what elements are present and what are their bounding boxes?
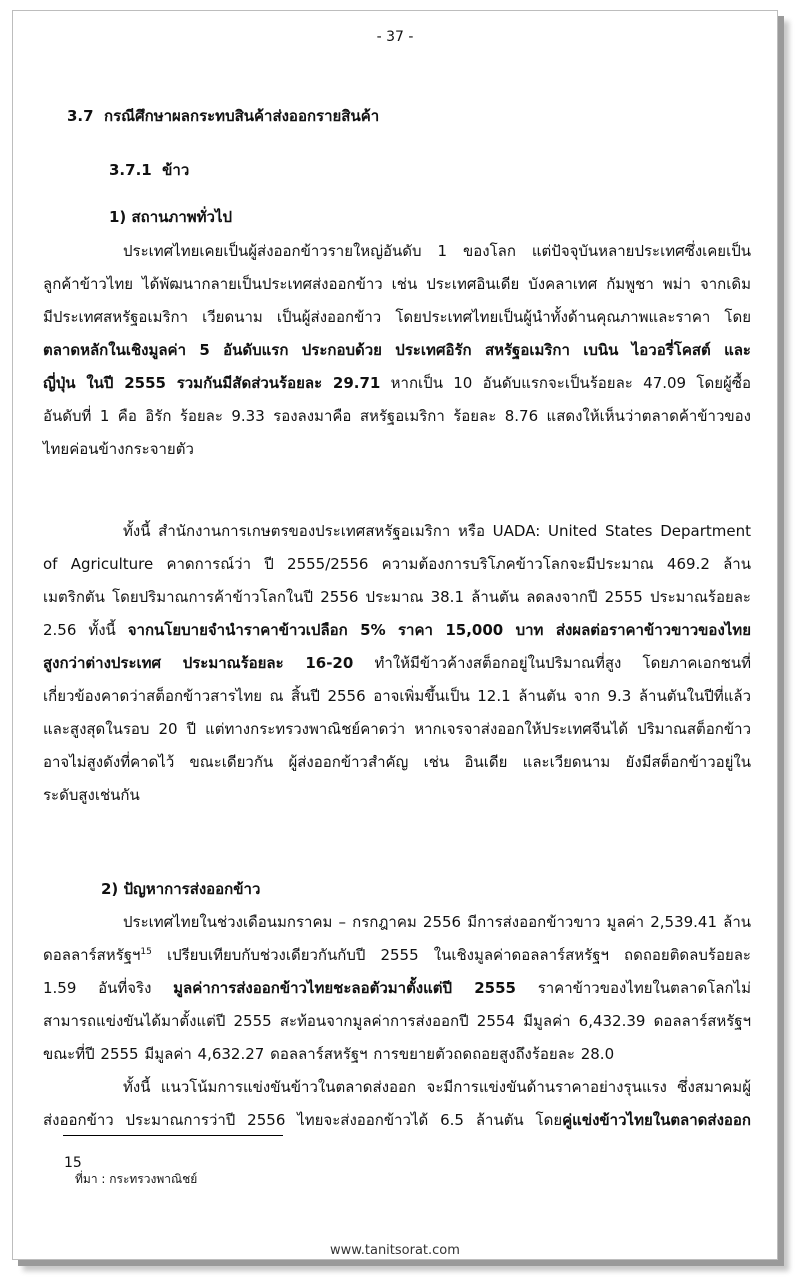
text-line: ระดับสูงเช่นกัน: [43, 786, 140, 804]
text-line: ทั้งนี้ สำนักงานการเกษตรของประเทศสหรัฐอเมริกา หรือ UADA: United States Department: [123, 522, 751, 540]
text-line: อาจไม่สูงดังที่คาดไว้ ขณะเดียวกัน ผู้ส่งออกข้าวสำคัญ เช่น อินเดีย และเวียดนาม ยังมีสต็อกข้าวอยู่ใน: [43, 753, 751, 771]
text-line: [43, 972, 751, 1005]
part2-paragraph-1: [43, 906, 751, 1071]
part2-heading: 2) ปัญหาการส่งออกข้าว: [101, 880, 261, 898]
bold-text: จากนโยบายจำนำราคาข้าวเปลือก 5% ราคา 15,000 บาท ส่งผลต่อราคาข้าวขาวของไทย: [127, 621, 751, 639]
part1-heading: 1) สถานภาพทั่วไป: [109, 208, 233, 226]
bold-text: คู่แข่งข้าวไทยในตลาดส่งออก: [562, 1111, 751, 1129]
bold-text: สูงกว่าต่างประเทศ ประมาณร้อยละ 16-20: [43, 654, 354, 672]
text-line: อันดับที่ 1 คือ อิรัก ร้อยละ 9.33 รองลงมาคือ สหรัฐอเมริกา ร้อยละ 8.76 แสดงให้เห็นว่าตลาดค้าข้าวของ: [43, 407, 751, 425]
text-line: เมตริกตัน โดยปริมาณการค้าข้าวโลกในปี 2556 ประมาณ 38.1 ล้านตัน ลดลงจากปี 2555 ประมาณร้อยละ: [43, 588, 751, 606]
part1-paragraph-1: [43, 235, 751, 466]
website-url: www.tanitsorat.com: [330, 1243, 460, 1258]
page-number: - 37 -: [376, 29, 414, 45]
text-line: และสูงสุดในรอบ 20 ปี แต่ทางกระทรวงพาณิชย์คาดว่า หากเจรจาส่งออกให้ประเทศจีนได้ ปริมาณสต็อกข้าว: [43, 720, 751, 738]
text-run: เปรียบเทียบกับช่วงเดียวกันกับปี 2555 ในเชิงมูลค่าดอลลาร์สหรัฐฯ ถดถอยติดลบร้อยละ: [151, 946, 751, 964]
text-line: ประเทศไทยเคยเป็นผู้ส่งออกข้าวรายใหญ่อันดับ 1 ของโลก แต่ปัจจุบันหลายประเทศซึ่งเคยเป็น: [123, 242, 751, 260]
text-line: [43, 614, 751, 647]
text-line: ไทยค่อนข้างกระจายตัว: [43, 440, 194, 458]
text-line: [43, 367, 751, 400]
text-run: 1.59 อันที่จริง: [43, 979, 174, 997]
bold-text: ญี่ปุ่น ในปี 2555 รวมกันมีสัดส่วนร้อยละ 29.71: [43, 374, 381, 392]
text-run: หากเป็น 10 อันดับแรกจะเป็นร้อยละ 47.09 โดยผู้ซื้อ: [380, 374, 751, 392]
subsection-title: ข้าว: [162, 161, 190, 179]
text-line: ประเทศไทยในช่วงเดือนมกราคม – กรกฎาคม 2556 มีการส่งออกข้าวขาว มูลค่า 2,539.41 ล้าน: [123, 913, 751, 931]
section-number: 3.7: [67, 107, 94, 125]
footnote-ref: 15: [140, 947, 152, 957]
part1-paragraph-2: [43, 515, 751, 812]
section-title: กรณีศึกษาผลกระทบสินค้าส่งออกรายสินค้า: [104, 107, 380, 125]
text-line: สามารถแข่งขันได้มาตั้งแต่ปี 2555 สะท้อนจากมูลค่าการส่งออกปี 2554 มีมูลค่า 6,432.39 ดอลลาร์สหรัฐฯ: [43, 1012, 751, 1030]
text-run: ราคาข้าวของไทยในตลาดโลกไม่: [515, 979, 751, 997]
text-line: [43, 334, 751, 367]
text-line: ลูกค้าข้าวไทย ได้พัฒนากลายเป็นประเทศส่งออกข้าว เช่น ประเทศอินเดีย บังคลาเทศ กัมพูชา พม่า จากเดิม: [43, 275, 751, 293]
text-line: มีประเทศสหรัฐอเมริกา เวียดนาม เป็นผู้ส่งออกข้าว โดยประเทศไทยเป็นผู้นำทั้งด้านคุณภาพและราคา โดย: [43, 308, 751, 326]
text-line: ขณะที่ปี 2555 มีมูลค่า 4,632.27 ดอลลาร์สหรัฐฯ การขยายตัวถดถอยสูงถึงร้อยละ 28.0: [43, 1045, 615, 1063]
text-line: [43, 647, 751, 680]
text-run: ดอลลาร์สหรัฐฯ: [43, 946, 141, 964]
text-run: ทำให้มีข้าวค้างสต็อกอยู่ในปริมาณที่สูง โดยภาคเอกชนที่: [353, 654, 751, 672]
footnote-text: ที่มา : กระทรวงพาณิชย์: [75, 1172, 198, 1186]
text-line: [43, 1104, 751, 1137]
subsection-heading: [109, 158, 189, 182]
subsection-number: 3.7.1: [109, 161, 152, 179]
text-line: เกี่ยวข้องคาดว่าสต็อกข้าวสารไทย ณ สิ้นปี 2556 อาจเพิ่มขึ้นเป็น 12.1 ล้านตัน จาก 9.3 ล้านตันในปีที่แล้ว: [43, 687, 751, 705]
text-line: of Agriculture คาดการณ์ว่า ปี 2555/2556 ความต้องการบริโภคข้าวโลกจะมีประมาณ 469.2 ล้าน: [43, 555, 751, 573]
text-run: 2.56 ทั้งนี้: [43, 621, 128, 639]
text-line: [43, 939, 751, 972]
footnote-divider: [63, 1135, 283, 1136]
bold-text: มูลค่าการส่งออกข้าวไทยชะลอตัวมาตั้งแต่ปี 2555: [173, 979, 516, 997]
footnote-number: 15: [64, 1155, 82, 1171]
text-run: ส่งออกข้าว ประมาณการว่าปี 2556 ไทยจะส่งออกข้าวได้ 6.5 ล้านตัน โดย: [43, 1111, 563, 1129]
text-line: ทั้งนี้ แนวโน้มการแข่งขันข้าวในตลาดส่งออก จะมีการแข่งขันด้านราคาอย่างรุนแรง ซึ่งสมาคมผู้: [123, 1078, 751, 1096]
document-page: [12, 10, 778, 1260]
part2-paragraph-2: [43, 1071, 751, 1137]
section-heading: [67, 104, 379, 128]
bold-text: ตลาดหลักในเชิงมูลค่า 5 อันดับแรก ประกอบด้วย ประเทศอิรัก สหรัฐอเมริกา เบนิน ไอวอรี่โคสต์ และ: [43, 341, 751, 359]
